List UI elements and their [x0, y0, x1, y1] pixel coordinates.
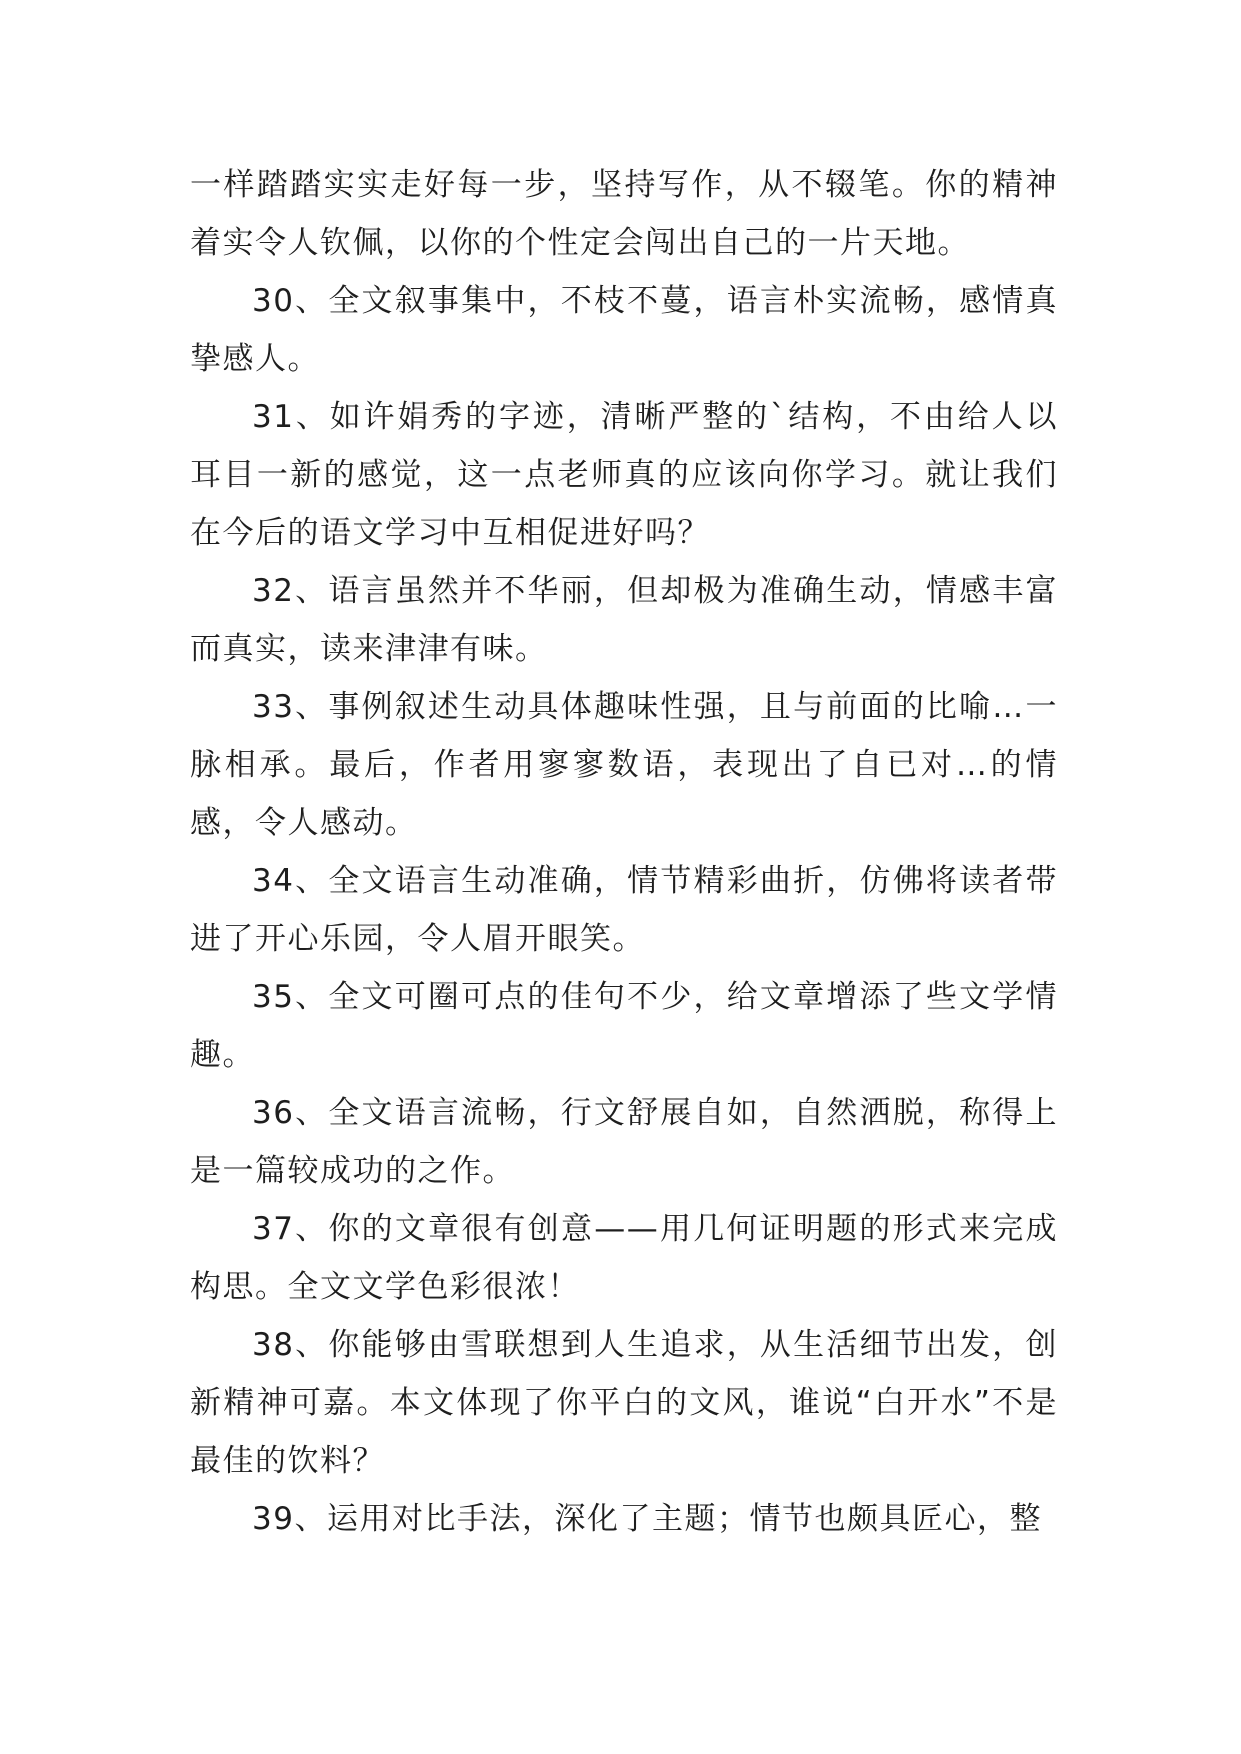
comment-item-30: 30、全文叙事集中，不枝不蔓，语言朴实流畅，感情真挚感人。 — [190, 283, 1058, 377]
comment-item-35: 35、全文可圈可点的佳句不少，给文章增添了些文学情趣。 — [190, 979, 1058, 1073]
document-page — [190, 156, 1058, 1548]
comment-item-31: 31、如许娟秀的字迹，清晰严整的`结构，不由给人以耳目一新的感觉，这一点老师真的应该向你学习。就让我们在今后的语文学习中互相促进好吗？ — [190, 399, 1058, 551]
comment-item-36: 36、全文语言流畅，行文舒展自如，自然洒脱，称得上是一篇较成功的之作。 — [190, 1095, 1058, 1189]
paragraph-continuation: 一样踏踏实实走好每一步，坚持写作，从不辍笔。你的精神着实令人钦佩，以你的个性定会闯出自己的一片天地。 — [190, 167, 1058, 261]
comment-item-37: 37、你的文章很有创意——用几何证明题的形式来完成构思。全文文学色彩很浓！ — [190, 1211, 1058, 1305]
comment-item-32: 32、语言虽然并不华丽，但却极为准确生动，情感丰富而真实，读来津津有味。 — [190, 573, 1058, 667]
comment-item-38: 38、你能够由雪联想到人生追求，从生活细节出发，创新精神可嘉。本文体现了你平白的文风，谁说“白开水”不是最佳的饮料？ — [190, 1327, 1058, 1479]
comment-item-39: 39、运用对比手法，深化了主题；情节也颇具匠心，整 — [252, 1501, 1042, 1537]
comment-item-34: 34、全文语言生动准确，情节精彩曲折，仿佛将读者带进了开心乐园，令人眉开眼笑。 — [190, 863, 1058, 957]
comment-item-33: 33、事例叙述生动具体趣味性强，且与前面的比喻…一脉相承。最后，作者用寥寥数语，表现出了自已对…的情感，令人感动。 — [190, 689, 1058, 841]
